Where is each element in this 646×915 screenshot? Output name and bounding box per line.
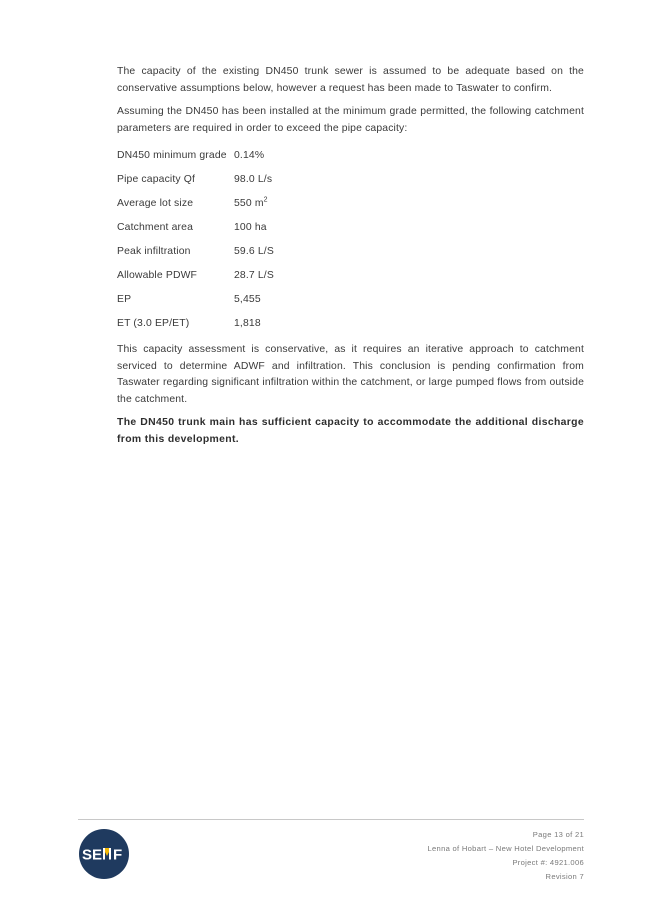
parameter-value: 28.7 L/S (234, 270, 274, 281)
parameter-row (117, 288, 584, 312)
parameter-value-lot-size (234, 192, 268, 216)
document-body (117, 64, 584, 455)
parameter-label: DN450 minimum grade (117, 150, 227, 161)
paragraph-assumptions: Assuming the DN450 has been installed at the minimum grade permitted, the following catchment parameters are required in order to exceed the pipe capacity: (117, 106, 584, 134)
catchment-parameters (117, 144, 584, 336)
parameter-row (117, 144, 584, 168)
parameter-label: Allowable PDWF (117, 270, 198, 281)
lot-size-value: 550 m (234, 198, 264, 209)
parameter-value: 100 ha (234, 222, 267, 233)
logo-m-right (109, 848, 111, 860)
parameter-label: Catchment area (117, 222, 194, 233)
paragraph-assessment-note: This capacity assessment is conservative, as it requires an iterative approach to catchment serviced to determine ADWF and infiltration. This conclusion is pending confirmation from Taswater regarding significant infiltration within the catchment, or large pumped flows from outside the catchment. (117, 344, 584, 405)
semf-logo (79, 829, 129, 879)
project-name: Lenna of Hobart – New Hotel Development (427, 844, 584, 853)
conclusion-statement: The DN450 trunk main has sufficient capacity to accommodate the additional discharge from this development. (117, 417, 584, 445)
parameter-value: 1,818 (234, 318, 261, 329)
footer-divider (78, 819, 584, 820)
parameter-value: 0.14% (234, 150, 265, 161)
parameter-row (117, 216, 584, 240)
footer-info (428, 828, 585, 884)
parameter-row (117, 264, 584, 288)
page-number: Page 13 of 21 (532, 830, 584, 839)
parameter-value: 59.6 L/S (234, 246, 274, 257)
paragraph-capacity-intro: The capacity of the existing DN450 trunk sewer is assumed to be adequate based on the conservative assumptions below, however a request has been made to Taswater to confirm. (117, 66, 584, 94)
parameter-row (117, 312, 584, 336)
revision: Revision 7 (545, 872, 584, 881)
semf-logo-icon (79, 844, 129, 864)
parameter-value: 5,455 (234, 294, 261, 305)
parameter-row (117, 192, 584, 216)
parameter-label: Average lot size (117, 198, 194, 209)
parameter-label: ET (3.0 EP/ET) (117, 318, 190, 329)
logo-letters-s: S (82, 846, 93, 864)
parameter-label: Pipe capacity Qf (117, 174, 196, 185)
logo-letters-f: F (113, 846, 123, 864)
parameter-value: 98.0 L/s (234, 174, 273, 185)
logo-letters-e: E (92, 846, 103, 864)
parameter-label: EP (117, 294, 132, 305)
parameter-label: Peak infiltration (117, 246, 191, 257)
parameter-row (117, 168, 584, 192)
parameter-row (117, 240, 584, 264)
logo-m-left (103, 848, 105, 860)
project-number: Project #: 4921.006 (512, 858, 584, 867)
lot-size-superscript: 2 (263, 196, 268, 204)
